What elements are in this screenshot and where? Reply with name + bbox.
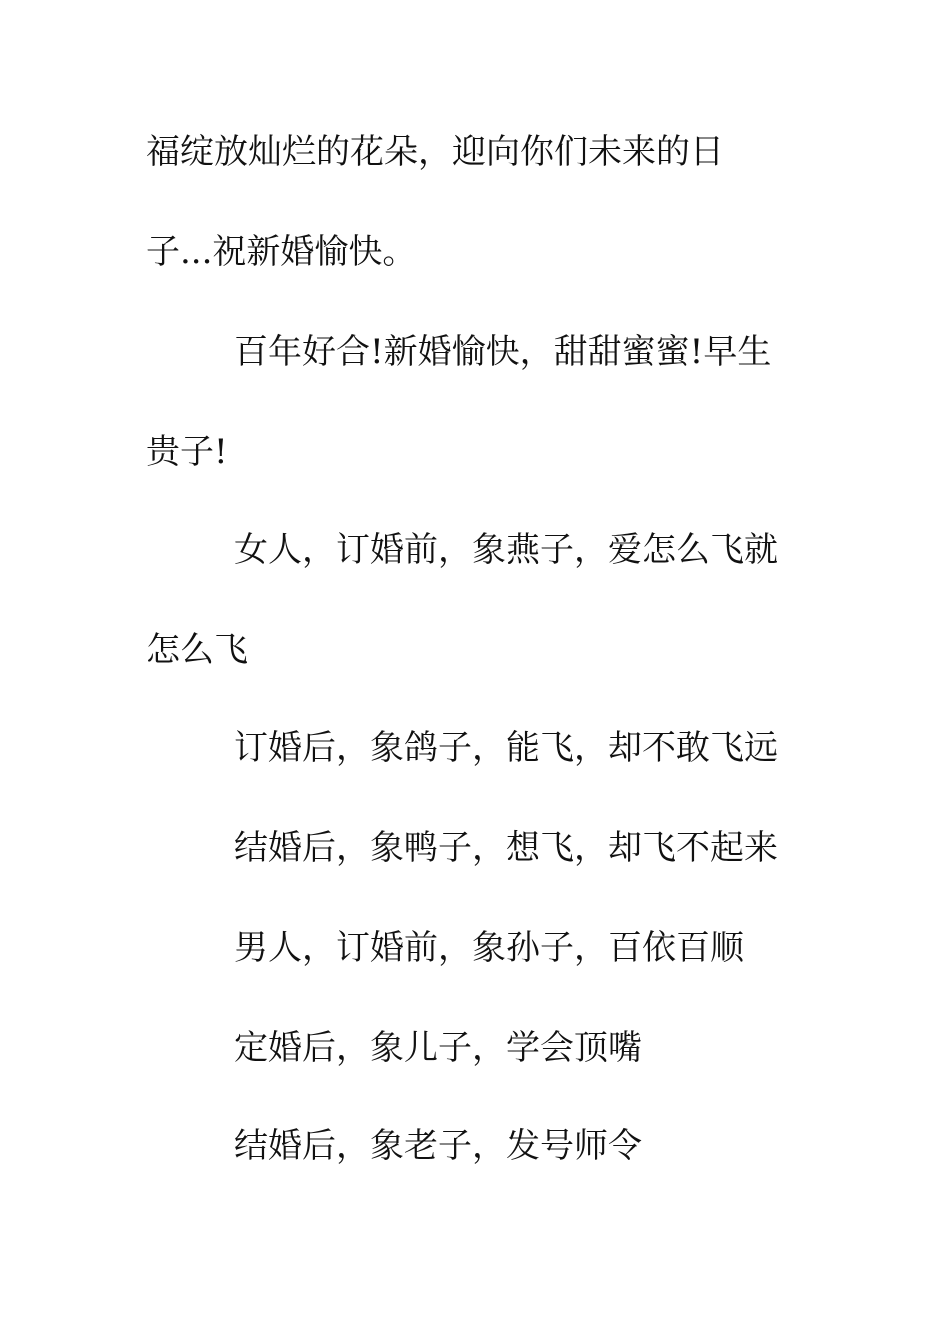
text-line: 百年好合!新婚愉快，甜甜蜜蜜!早生 [234, 332, 772, 372]
text-line: 子...祝新婚愉快。 [146, 232, 417, 272]
text-line: 怎么飞 [146, 630, 248, 670]
text-line: 定婚后，象儿子，学会顶嘴 [234, 1028, 642, 1068]
text-line: 结婚后，象老子，发号师令 [234, 1126, 642, 1166]
text-line: 福绽放灿烂的花朵，迎向你们未来的日 [146, 132, 724, 172]
text-line: 结婚后，象鸭子，想飞，却飞不起来 [234, 828, 778, 868]
text-line: 男人，订婚前，象孙子，百依百顺 [234, 928, 744, 968]
text-line: 女人，订婚前，象燕子，爱怎么飞就 [234, 530, 778, 570]
text-line: 贵子! [146, 432, 228, 472]
text-line: 订婚后，象鸽子，能飞，却不敢飞远 [234, 728, 778, 768]
